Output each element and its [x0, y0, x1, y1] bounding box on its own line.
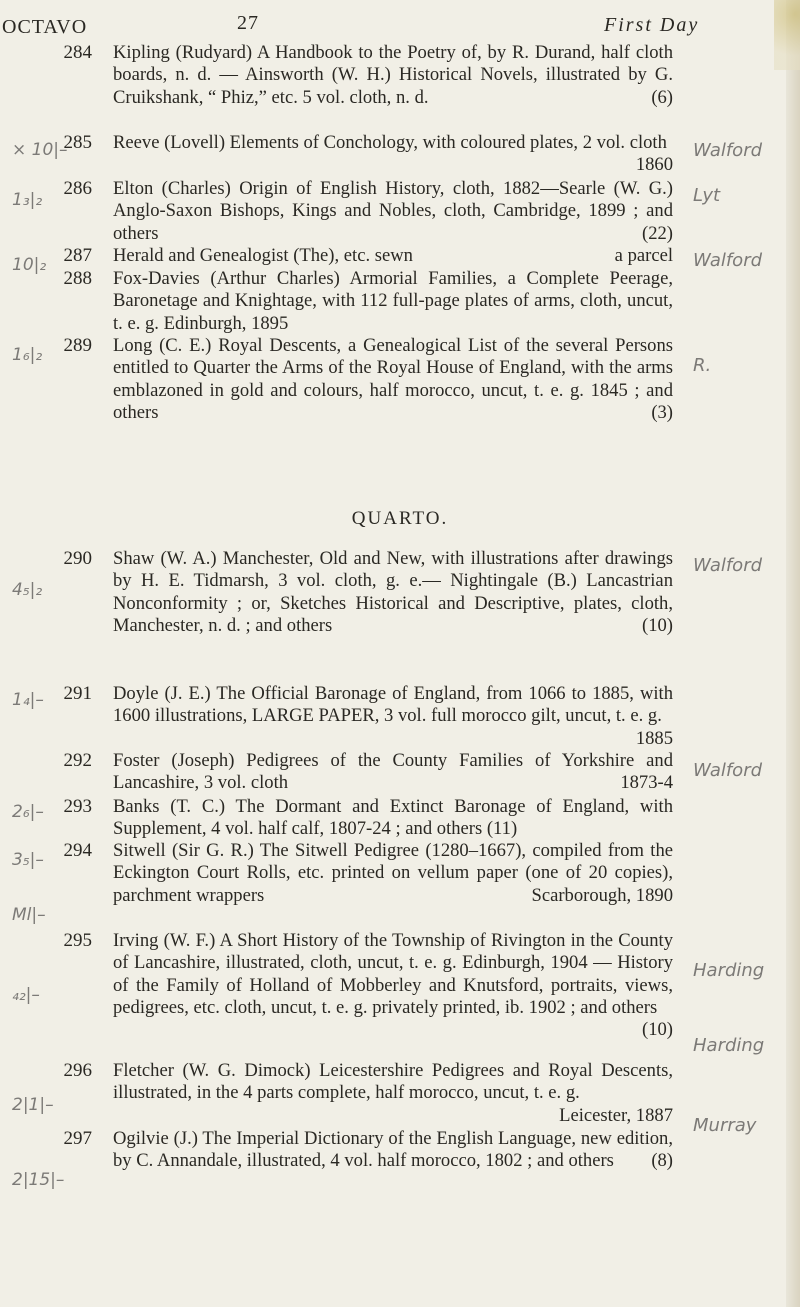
lot-text: Herald and Genealogist (The), etc. sewn [113, 245, 413, 266]
lot-description [113, 132, 673, 177]
lot-text: Reeve (Lovell) Elements of Conchology, with coloured plates, 2 vol. cloth [113, 132, 667, 153]
margin-price-note: 4₅|₂ [12, 580, 43, 600]
margin-price-note: 2₆|– [12, 802, 44, 822]
lot-description [113, 268, 673, 335]
lot-end: 1885 [635, 727, 673, 749]
margin-buyer-note: Walford [693, 250, 763, 271]
lot-number: 288 [63, 268, 92, 289]
page-number: 27 [237, 12, 259, 34]
margin-buyer-note: Murray [693, 1115, 757, 1136]
margin-buyer-note: R. [693, 355, 712, 376]
margin-buyer-note: Harding [693, 960, 765, 981]
lot-number: 293 [63, 796, 92, 817]
margin-price-note: 1₆|₂ [12, 345, 43, 365]
lot-text: Elton (Charles) Origin of English History, cloth, 1882—Searle (W. G.) Anglo-Saxon Bishops, Kings and Nobles, cloth, Cambridge, 1899 ; and others [113, 178, 673, 244]
lot-number: 294 [63, 840, 92, 861]
lot-end: (10) [642, 614, 673, 636]
lot-number: 287 [63, 245, 92, 266]
lot-number: 284 [63, 42, 92, 63]
margin-price-note: × 10|– [12, 140, 68, 160]
lot-end: 1860 [635, 154, 673, 176]
margin-buyer-note: Lyt [693, 185, 721, 206]
margin-price-note: 3₅|– [12, 850, 44, 870]
lot-text: Sitwell (Sir G. R.) The Sitwell Pedigree (1280–1667), compiled from the Eckington Court Rolls, etc. printed on vellum paper (one of 20 copies), parchment wrappers [113, 840, 673, 906]
section-heading: QUARTO. [351, 508, 449, 529]
lot-description [113, 335, 673, 424]
lot-description [113, 245, 673, 267]
lot-end: Leicester, 1887 [559, 1104, 673, 1126]
lot-description [113, 750, 673, 795]
margin-buyer-note: Walford [693, 555, 763, 576]
lot-text: Banks (T. C.) The Dormant and Extinct Baronage of England, with Supplement, 4 vol. half calf, 1807-24 ; and others (11) [113, 796, 673, 840]
lot-description [113, 548, 673, 637]
lot-end: (10) [642, 1019, 673, 1041]
lot-description [113, 930, 673, 1041]
lot-number: 296 [63, 1060, 92, 1081]
header-sale: First Day [604, 14, 700, 36]
margin-price-note: 2|15|– [12, 1170, 65, 1190]
lot-number: 286 [63, 178, 92, 199]
lot-number: 291 [63, 683, 92, 704]
running-header [0, 6, 800, 36]
lot-description [113, 178, 673, 245]
lot-end: (3) [651, 401, 673, 423]
lot-description [113, 1128, 673, 1173]
lot-text: Fletcher (W. G. Dimock) Leicestershire Pedigrees and Royal Descents, illustrated, in the 4 parts complete, half morocco, uncut, t. e. g. [113, 1060, 673, 1104]
lot-text: Kipling (Rudyard) A Handbook to the Poetry of, by R. Durand, half cloth boards, n. d. — Ainsworth (W. H.) Historical Novels, illustrated by G. Cruikshank, “ Phiz,” etc. 5 vol. cloth, n. d. [113, 42, 673, 108]
lot-text: Fox-Davies (Arthur Charles) Armorial Families, a Complete Peerage, Baronetage and Knightage, with 112 full-page plates of arms, cloth, uncut, t. e. g. Edinburgh, 1895 [113, 268, 673, 334]
lot-end: (8) [651, 1150, 673, 1172]
lot-number: 292 [63, 750, 92, 771]
margin-price-note: Ml|– [12, 905, 46, 925]
lot-number: 289 [63, 335, 92, 356]
margin-price-note: ₄₂|– [12, 985, 40, 1005]
lot-text: Shaw (W. A.) Manchester, Old and New, with illustrations after drawings by H. E. Tidmarsh, 3 vol. cloth, g. e.— Nightingale (B.) Lancastrian Nonconformity ; or, Sketches Historical and Descriptive, plates, cloth, Manchester, n. d. ; and others [113, 548, 673, 636]
margin-buyer-note: Walford [693, 140, 763, 161]
lot-description [113, 42, 673, 109]
lot-number: 290 [63, 548, 92, 569]
margin-price-note: 1₃|₂ [12, 190, 43, 210]
lot-number: 295 [63, 930, 92, 951]
lot-number: 285 [63, 132, 92, 153]
lot-end: (6) [651, 86, 673, 108]
lot-description [113, 796, 673, 841]
lot-text: Foster (Joseph) Pedigrees of the County Families of Yorkshire and Lancashire, 3 vol. cloth [113, 750, 673, 794]
lot-text: Ogilvie (J.) The Imperial Dictionary of the English Language, new edition, by C. Annandale, illustrated, 4 vol. half morocco, 1802 ; and others [113, 1128, 673, 1172]
margin-buyer-note: Walford [693, 760, 763, 781]
lot-end: Scarborough, 1890 [531, 884, 673, 906]
header-section: OCTAVO [2, 16, 88, 38]
lot-end: a parcel [614, 245, 673, 266]
lot-text: Doyle (J. E.) The Official Baronage of England, from 1066 to 1885, with 1600 illustrations, LARGE PAPER, 3 vol. full morocco gilt, uncut, t. e. g. [113, 683, 673, 727]
margin-price-note: 2|1|– [12, 1095, 54, 1115]
lot-text: Long (C. E.) Royal Descents, a Genealogical List of the several Persons entitled to Quarter the Arms of the Royal House of England, with the arms emblazoned in gold and colours, half morocco, uncut, t. e. g. 1845 ; and others [113, 335, 673, 423]
lot-number: 297 [63, 1128, 92, 1149]
lot-end: 1873-4 [620, 772, 673, 794]
lot-end: (22) [642, 222, 673, 244]
margin-buyer-note: Harding [693, 1035, 765, 1056]
lot-description [113, 683, 673, 750]
lot-text: Irving (W. F.) A Short History of the Township of Rivington in the County of Lancashire, illustrated, cloth, uncut, t. e. g. Edinburgh, 1904 — History of the Family of Holland of Mobberley and Knutsford, portraits, views, pedigrees, etc. cloth, uncut, t. e. g. privately printed, ib. 1902 ; and others [113, 930, 673, 1018]
margin-price-note: 1₄|– [12, 690, 44, 710]
lot-description [113, 840, 673, 907]
lot-description [113, 1060, 673, 1127]
page-edge [786, 0, 800, 1307]
margin-price-note: 10|₂ [12, 255, 47, 275]
